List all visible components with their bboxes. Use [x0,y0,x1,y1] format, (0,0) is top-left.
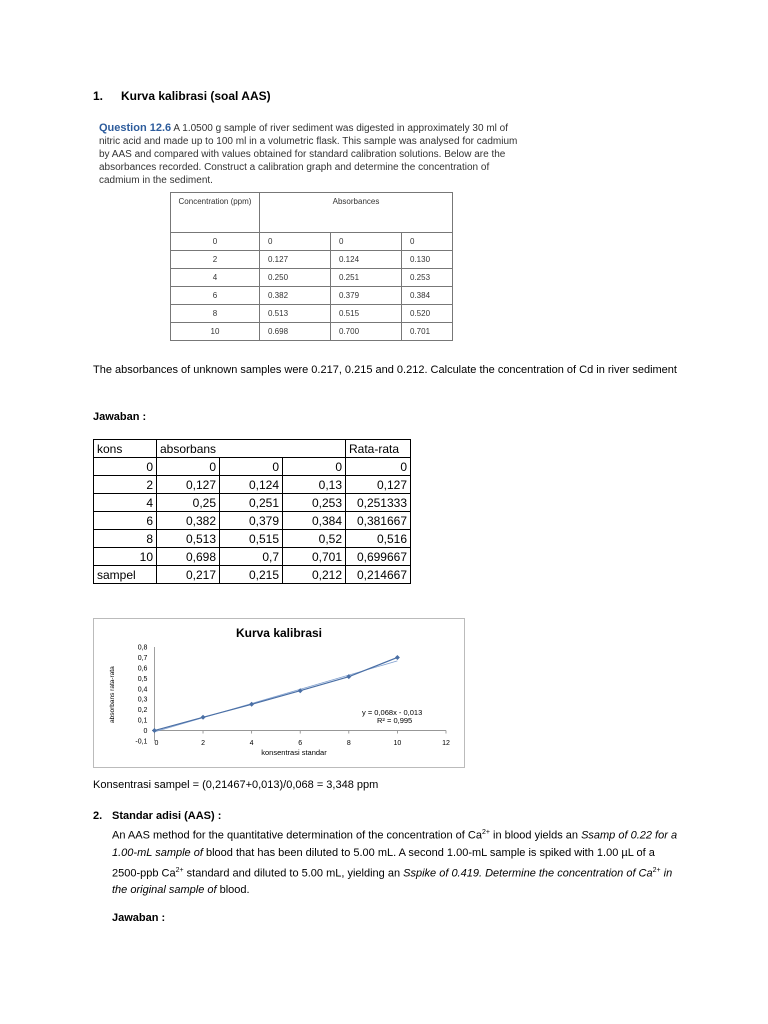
chart-y-axis-label: absorbans rata-rata [109,666,116,723]
chart-y-tick-label: 0,2 [137,707,148,715]
answer-table-cell: 0,52 [283,530,346,548]
answer-table-cell: 0,699667 [346,548,411,566]
chart-r-squared: R² = 0,995 [377,716,413,725]
question-table-row [171,251,453,269]
question-table-cell: 0.700 [331,323,402,341]
answer-table-row [94,476,411,494]
question-table-row [171,287,453,305]
chart-series-line [154,657,397,730]
answer-table [93,439,411,584]
chart-y-tick-label: 0,7 [137,654,148,662]
question-table-cell: 10 [171,323,260,341]
s2-text-b: in blood yields an [489,829,582,842]
chart-data-point [201,715,206,720]
question-table-cell: 0.513 [260,305,331,323]
answer-table-cell: 2 [94,476,157,494]
question-table-cell: 2 [171,251,260,269]
answer-table-cell: 0,124 [220,476,283,494]
question-table-cell: 0 [402,233,453,251]
answer-table-row [94,494,411,512]
answer-table-cell: 0,516 [346,530,411,548]
question-body: A 1.0500 g sample of river sediment was digested in approximately 30 ml of nitric acid and made up to 100 ml in a volumetric flask. This sample was analysed for cadmium by AAS and compared with values obtained for standard calibration solutions. Below are the absorbances recorded. Construct a calibration graph and determine the concentration of cadmium in the sediment. [99,123,518,186]
unknown-samples-text: The absorbances of unknown samples were 0.217, 0.215 and 0.212. Calculate the concentration of Cd in river sediment [93,364,677,376]
s2-text-a: An AAS method for the quantitative determination of the concentration of Ca [112,829,482,842]
chart-x-tick-label: 4 [249,740,254,747]
chart-x-tick-label: 8 [346,740,351,747]
chart-title: Kurva kalibrasi [235,626,323,640]
answer-table-header-rata: Rata-rata [346,440,411,458]
question-table-cell: 0.379 [331,287,402,305]
section-2-number: 2. [93,810,103,822]
question-table-cell: 6 [171,287,260,305]
answer-table-cell: 0,382 [157,512,220,530]
s2-text-g: in the original sample of [112,867,673,897]
answer-table-cell: 0,384 [283,512,346,530]
question-table-cell: 0.124 [331,251,402,269]
answer-table-cell: 0,701 [283,548,346,566]
question-table [170,192,453,341]
answer-table-row [94,566,411,584]
answer-table-cell: sampel [94,566,157,584]
chart-x-tick-label: 0 [154,740,159,747]
answer-table-cell: 0,214667 [346,566,411,584]
question-table-cell: 0.127 [260,251,331,269]
question-table-cell: 0.515 [331,305,402,323]
answer-table-cell: 0,7 [220,548,283,566]
konsentrasi-result-text: Konsentrasi sampel = (0,21467+0,013)/0,068 = 3,348 ppm [93,779,379,791]
answer-table-row [94,512,411,530]
answer-table-header-kons: kons [94,440,157,458]
answer-table-cell: 0,212 [283,566,346,584]
question-table-cell: 0.520 [402,305,453,323]
question-table-header-conc: Concentration (ppm) [171,193,260,233]
chart-x-axis-label: konsentrasi standar [261,748,327,757]
chart-y-tick-label: 0,5 [137,675,148,683]
jawaban-label-2: Jawaban : [112,912,166,924]
question-table-row [171,305,453,323]
answer-table-cell: 0 [283,458,346,476]
answer-table-cell: 0,515 [220,530,283,548]
chart-y-tick-label: -0,1 [135,738,148,746]
question-table-cell: 0.384 [402,287,453,305]
answer-table-cell: 6 [94,512,157,530]
answer-table-row [94,548,411,566]
chart-y-tick-label: 0,3 [137,696,148,704]
question-table-cell: 0.251 [331,269,402,287]
answer-table-cell: 0,253 [283,494,346,512]
answer-table-cell: 0,127 [346,476,411,494]
chart-y-tick-label: 0,1 [137,717,148,725]
question-table-cell: 0.250 [260,269,331,287]
section-1-number: 1. [93,89,104,103]
answer-table-header-absorbans: absorbans [157,440,346,458]
answer-table-cell: 0,215 [220,566,283,584]
calibration-chart [93,618,465,768]
s2-sup-1: 2+ [481,829,490,836]
chart-y-tick-label: 0 [143,728,148,736]
answer-table-row [94,530,411,548]
question-table-cell: 0 [331,233,402,251]
answer-table-cell: 0,217 [157,566,220,584]
answer-table-cell: 0,698 [157,548,220,566]
question-table-row [171,233,453,251]
question-table-cell: 4 [171,269,260,287]
question-table-cell: 0 [260,233,331,251]
chart-x-tick-label: 6 [298,740,303,747]
answer-table-header-row [94,440,411,458]
chart-equation: y = 0,068x - 0,013 [362,708,423,717]
question-table-cell: 0.698 [260,323,331,341]
answer-table-cell: 10 [94,548,157,566]
s2-text-h: blood. [219,884,250,897]
answer-table-cell: 0,127 [157,476,220,494]
answer-table-cell: 0 [94,458,157,476]
s2-text-d: blood that has been diluted to 5.00 mL. A second 1.00-mL sample is spiked with 1.00 µL of a 2500-ppb Ca [112,846,655,880]
question-label: Question 12.6 [99,122,172,134]
question-table-row [171,323,453,341]
section-2-title: Standar adisi (AAS) : [112,810,222,822]
question-table-cell: 0.253 [402,269,453,287]
answer-table-cell: 0,251333 [346,494,411,512]
question-text [99,122,519,187]
answer-table-cell: 0,381667 [346,512,411,530]
chart-y-tick-label: 0,8 [137,644,148,652]
question-table-cell: 0.130 [402,251,453,269]
chart-data-point [152,728,157,733]
question-table-cell: 0 [171,233,260,251]
chart-data-point [249,702,254,707]
answer-table-cell: 8 [94,530,157,548]
chart-x-tick-label: 10 [393,740,402,747]
s2-sup-2: 2+ [175,866,184,874]
answer-table-cell: 0,25 [157,494,220,512]
question-table-row [171,269,453,287]
s2-sup-3: 2+ [652,866,661,874]
section-2-paragraph [112,824,682,899]
answer-table-row [94,458,411,476]
section-1-title: Kurva kalibrasi (soal AAS) [121,89,271,103]
question-table-cell: 8 [171,305,260,323]
s2-text-c: Ssamp of 0.22 for a 1.00-mL sample of [112,829,678,859]
jawaban-label-1: Jawaban : [93,411,147,423]
chart-x-tick-label: 2 [201,740,205,747]
s2-text-e: standard and diluted to 5.00 mL, yielding an [183,867,404,880]
answer-table-cell: 0,251 [220,494,283,512]
answer-table-cell: 4 [94,494,157,512]
chart-data-point [395,655,400,660]
question-table-cell: 0.382 [260,287,331,305]
answer-table-cell: 0,13 [283,476,346,494]
question-table-cell: 0.701 [402,323,453,341]
chart-y-tick-label: 0,6 [137,665,148,673]
answer-table-cell: 0,379 [220,512,283,530]
s2-text-f: Sspike of 0.419. Determine the concentration of Ca [403,867,653,880]
answer-table-cell: 0 [346,458,411,476]
answer-table-cell: 0 [220,458,283,476]
answer-table-cell: 0 [157,458,220,476]
answer-table-cell: 0,513 [157,530,220,548]
chart-y-tick-label: 0,4 [137,686,148,694]
question-table-header-abs: Absorbances [260,193,453,233]
chart-x-tick-label: 12 [442,740,450,747]
calibration-chart-svg [94,619,464,767]
